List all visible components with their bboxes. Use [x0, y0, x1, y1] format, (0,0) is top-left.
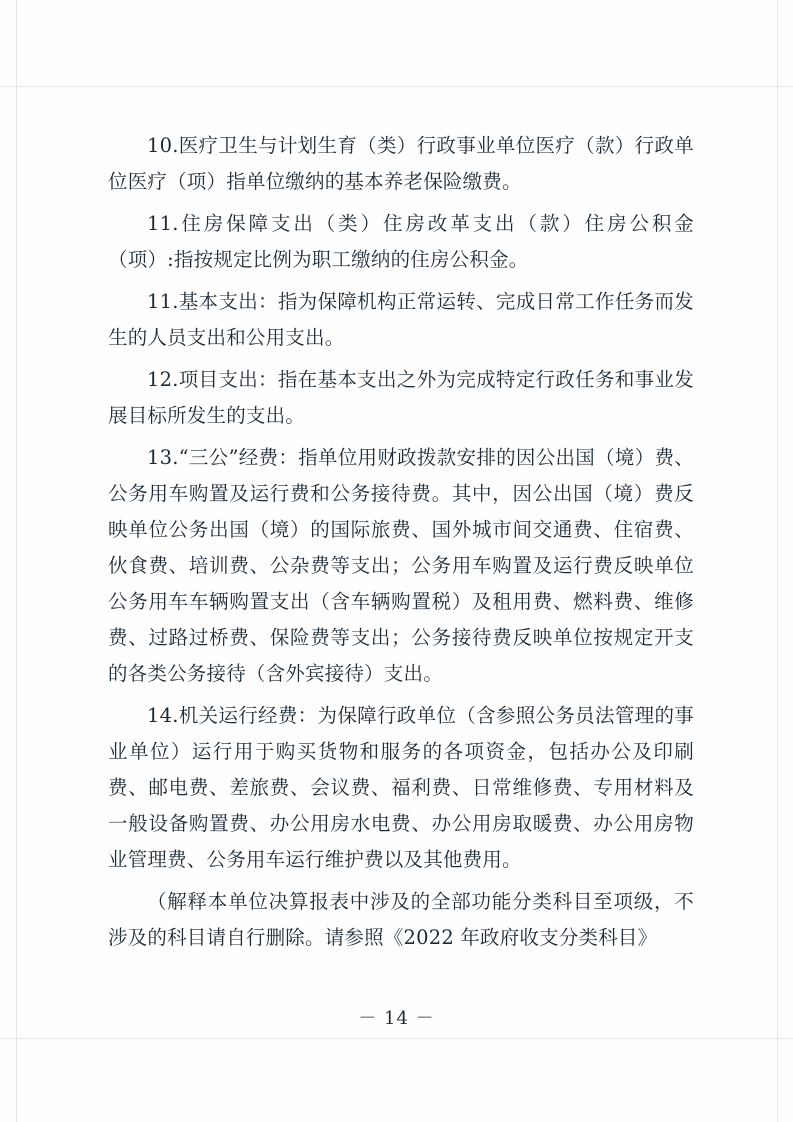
page-border-left [16, 0, 17, 1122]
paragraph-item-10: 10.医疗卫生与计划生育（类）行政事业单位医疗（款）行政单位医疗（项）指单位缴纳的基本养老保险缴费。 [108, 134, 694, 193]
paragraph-item-13: 13.“三公”经费：指单位用财政拨款安排的因公出国（境）费、公务用车购置及运行费和公务接待费。其中，因公出国（境）费反映单位公务出国（境）的国际旅费、国外城市间交通费、住宿费、伙食费、培训费、公杂费等支出；公务用车购置及运行费反映单位公务用车车辆购置支出（含车辆购置税）及租用费、燃料费、维修费、过路过桥费、保险费等支出；公务接待费反映单位按规定开支的各类公务接待（含外宾接待）支出。 [108, 446, 694, 685]
paragraph-item-11b: 11.基本支出：指为保障机构正常运转、完成日常工作任务而发生的人员支出和公用支出。 [108, 290, 694, 349]
page-border-bottom [0, 1038, 793, 1039]
paragraph-item-12: 12.项目支出：指在基本支出之外为完成特定行政任务和事业发展目标所发生的支出。 [108, 368, 694, 427]
paragraph-item-11: 11.住房保障支出（类）住房改革支出（款）住房公积金（项）:指按规定比例为职工缴纳的住房公积金。 [108, 212, 694, 271]
page-body [108, 128, 694, 962]
paragraph-closing-note: （解释本单位决算报表中涉及的全部功能分类科目至项级，不涉及的科目请自行删除。请参照《2022 年政府收支分类科目》 [108, 890, 694, 949]
page-number: － 14 － [358, 1008, 435, 1029]
page-border-right [777, 0, 778, 1122]
page-border-top [0, 86, 793, 87]
paragraph-item-14: 14.机关运行经费：为保障行政单位（含参照公务员法管理的事业单位）运行用于购买货物和服务的各项资金，包括办公及印刷费、邮电费、差旅费、会议费、福利费、日常维修费、专用材料及一般设备购置费、办公用房水电费、办公用房取暖费、办公用房物业管理费、公务用车运行维护费以及其他费用。 [108, 704, 694, 871]
